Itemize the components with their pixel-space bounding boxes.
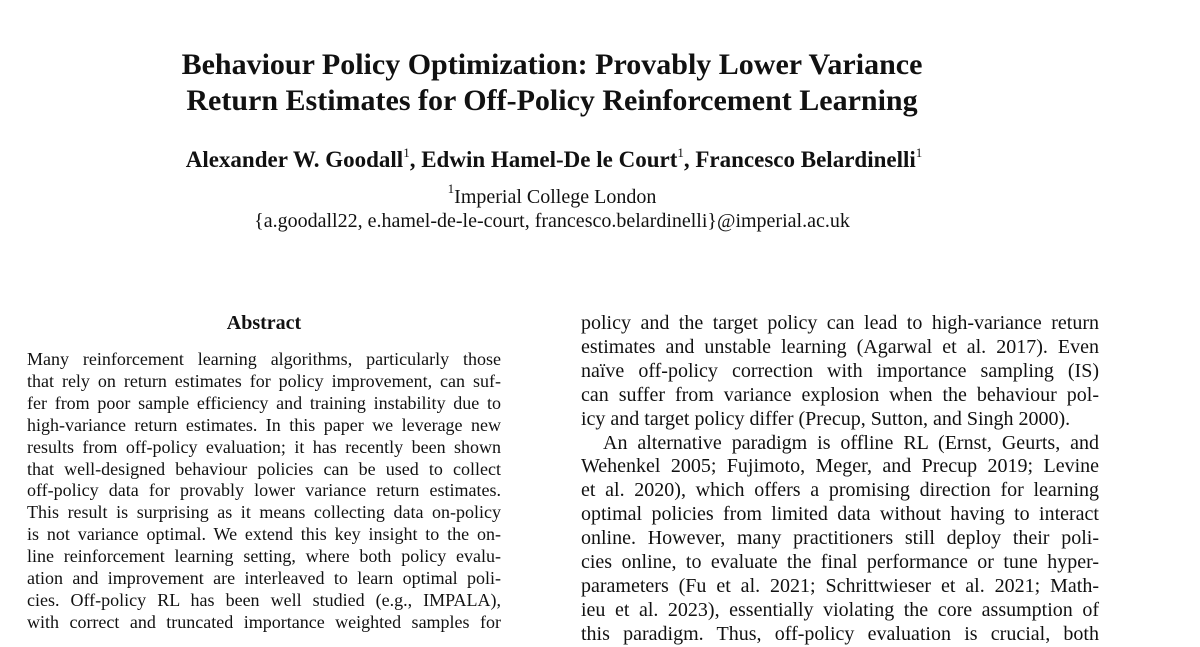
title-line-1: Behaviour Policy Optimization: Provably Lower Variance bbox=[181, 48, 923, 81]
body-text-line: this paradigm. Thus, off-policy evaluation is crucial, both bbox=[581, 622, 1099, 645]
body-text-line: icy and target policy differ (Precup, Sutton, and Singh 2000). bbox=[581, 407, 1071, 430]
right-column-body bbox=[581, 312, 1099, 647]
abstract-line: Many reinforcement learning algorithms, particularly those bbox=[27, 349, 501, 369]
abstract-heading: Abstract bbox=[226, 312, 302, 334]
abstract-line: that rely on return estimates for policy improvement, can suf- bbox=[27, 370, 501, 391]
abstract-line: ation and improvement are interleaved to learn optimal poli- bbox=[27, 568, 501, 589]
abstract-line: high-variance return estimates. In this paper we leverage new bbox=[27, 414, 501, 435]
abstract-body bbox=[27, 349, 501, 634]
body-text-line: can suffer from variance explosion when the behaviour pol- bbox=[581, 383, 1099, 406]
body-text-line: cies online, to evaluate the final performance or tune hyper- bbox=[581, 551, 1099, 574]
body-text-line: estimates and unstable learning (Agarwal et al. 2017). Even bbox=[581, 335, 1099, 358]
abstract-line: cies. Off-policy RL has been well studied (e.g., IMPALA), bbox=[27, 589, 501, 610]
body-text-line: An alternative paradigm is offline RL (Ernst, Geurts, and bbox=[603, 431, 1099, 454]
body-text-line: Wehenkel 2005; Fujimoto, Meger, and Precup 2019; Levine bbox=[581, 455, 1099, 478]
abstract-line: off-policy data for provably lower variance return estimates. bbox=[27, 480, 501, 501]
author-name: Edwin Hamel-De le Court bbox=[421, 147, 678, 172]
author-name: Alexander W. Goodall bbox=[185, 147, 404, 172]
author-separator: , bbox=[409, 147, 422, 172]
affiliation-mark: 1 bbox=[915, 145, 923, 160]
body-text-line: online. However, many practitioners still deploy their poli- bbox=[581, 527, 1099, 550]
body-text-line: et al. 2020), which offers a promising direction for learning bbox=[581, 479, 1099, 502]
body-text-line: ieu et al. 2023), essentially violating the core assumption of bbox=[581, 598, 1099, 621]
abstract-line: is not variance optimal. We extend this key insight to the on- bbox=[27, 524, 501, 545]
abstract-line: fer from poor sample efficiency and training instability due to bbox=[27, 392, 501, 413]
abstract-line: This result is surprising as it means collecting data on-policy bbox=[27, 502, 501, 523]
body-text-line: naïve off-policy correction with importance sampling (IS) bbox=[581, 359, 1099, 382]
author-name: Francesco Belardinelli bbox=[695, 147, 916, 172]
body-text-line: policy and the target policy can lead to high-variance return bbox=[581, 312, 1099, 334]
abstract-line: results from off-policy evaluation; it has recently been shown bbox=[27, 436, 501, 457]
title-line-2: Return Estimates for Off-Policy Reinforcement Learning bbox=[186, 84, 918, 117]
abstract-line: line reinforcement learning setting, where both policy evalu- bbox=[27, 546, 501, 567]
affiliation-mark: 1 bbox=[447, 181, 455, 196]
affiliation-name: Imperial College London bbox=[454, 186, 657, 208]
paper-title bbox=[0, 47, 1104, 119]
author-list bbox=[0, 145, 1108, 175]
author-separator: , bbox=[683, 147, 696, 172]
body-text-line: parameters (Fu et al. 2021; Schrittwieser et al. 2021; Math- bbox=[581, 574, 1099, 597]
abstract-line: that well-designed behaviour policies can be used to collect bbox=[27, 458, 501, 479]
author-emails: {a.goodall22, e.hamel-de-le-court, francesco.belardinelli}@imperial.ac.uk bbox=[254, 210, 850, 232]
affiliation bbox=[0, 181, 1104, 209]
affiliation-mark: 1 bbox=[403, 145, 410, 160]
affiliation-mark: 1 bbox=[677, 145, 684, 160]
abstract-line: with correct and truncated importance weighted samples for bbox=[27, 611, 501, 632]
body-text-line: optimal policies from limited data without having to interact bbox=[581, 503, 1099, 526]
